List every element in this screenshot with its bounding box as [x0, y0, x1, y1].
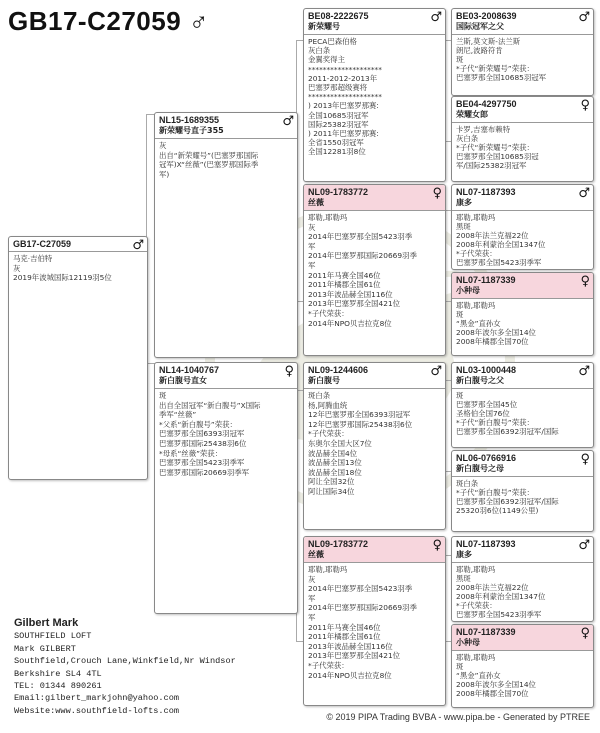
detail-line: 巴塞罗那全国6392羽冠军/国际 — [456, 427, 559, 436]
detail-line: 2008年利蒙治全国1347位 — [456, 240, 546, 249]
pigeon-name: 新白腹号直女 — [159, 376, 207, 385]
detail-line: 灰 — [308, 574, 316, 584]
detail-line: 2014年巴塞罗那全国5423羽季 — [308, 232, 413, 242]
detail-line: 军) — [159, 169, 170, 179]
detail-line: 波品赫全国4位 — [308, 448, 358, 458]
detail-line: 军 — [308, 260, 316, 270]
card-details — [452, 477, 593, 517]
detail-line: 金翼奖得主 — [308, 55, 345, 65]
detail-line: 出自全国冠军“新白腹号”X国际 — [159, 400, 261, 410]
detail-line: 灰白条 — [456, 134, 479, 143]
detail-line: ******************** — [308, 64, 382, 74]
detail-line: 斑 — [456, 391, 464, 400]
detail-line: 2011年橘郡全国61位 — [308, 280, 381, 290]
detail-line: 朗尼,波路符肯 — [456, 46, 503, 55]
detail-line: *子代荣获： — [308, 660, 349, 670]
pigeon-name: 荣耀女郎 — [456, 110, 488, 119]
female-icon: ♀ — [432, 186, 442, 201]
card-header — [452, 363, 593, 389]
detail-line: 全省1550羽冠军 — [308, 138, 364, 148]
detail-line: 2008年利蒙治全国1347位 — [456, 592, 546, 601]
detail-line: 灰白条 — [308, 46, 331, 56]
owner-line: Southfield,Crouch Lane,Winkfield,Nr Windsor — [14, 656, 236, 667]
detail-line: *子代荣获： — [456, 601, 497, 610]
pigeon-name: 国际冠军之父 — [456, 22, 504, 31]
owner-name: Gilbert Mark — [14, 617, 79, 629]
detail-line: ******************** — [308, 92, 382, 102]
card-header — [452, 185, 593, 211]
card-header — [452, 273, 593, 299]
detail-line: 圣格伯全国76位 — [456, 409, 510, 418]
card-header — [304, 185, 445, 211]
detail-line: 2013年巴塞罗那全国421位 — [308, 651, 401, 661]
detail-line: 2011年橘郡全国61位 — [308, 632, 381, 642]
pigeon-card-dds[interactable] — [451, 536, 594, 622]
ring-number: NL15-1689355 — [159, 115, 220, 125]
detail-line: 灰 — [308, 222, 316, 232]
detail-line: 2014年巴塞罗那国际20669羽季 — [308, 251, 417, 261]
card-details — [9, 252, 147, 285]
detail-line: 季军“丝薇” — [159, 410, 197, 420]
pigeon-name: 小种母 — [456, 638, 480, 647]
card-header — [304, 9, 445, 35]
detail-line: 阿让国际34位 — [308, 486, 355, 496]
male-icon: ♂ — [132, 238, 144, 253]
pigeon-name: 新荣耀号直子355 — [159, 126, 224, 135]
detail-line: 2014年巴塞罗那全国5423羽季 — [308, 584, 413, 594]
pigeon-name: 丝薇 — [308, 550, 324, 559]
detail-line: 全国12281羽8位 — [308, 147, 366, 157]
detail-line: *父系“新白腹号”荣获： — [159, 419, 237, 429]
pigeon-card-subject[interactable] — [8, 236, 148, 480]
card-details — [155, 389, 297, 479]
owner-line: Mark GILBERT — [14, 643, 76, 654]
detail-line: 巴塞罗那全国45位 — [456, 400, 518, 409]
detail-line: 2008年波尔多全国14位 — [456, 328, 536, 337]
card-header — [304, 363, 445, 389]
detail-line: 斑 — [159, 391, 167, 400]
detail-line: *子代荣获： — [308, 308, 349, 318]
card-header — [9, 237, 147, 252]
detail-line: 耶勒,耶勒玛 — [308, 213, 348, 222]
detail-line: 波品赫全国13位 — [308, 458, 362, 468]
female-icon: ♀ — [580, 452, 590, 467]
female-icon: ♀ — [580, 98, 590, 113]
detail-line: 耶勒,耶勒玛 — [456, 213, 496, 222]
ring-number: NL06-0766916 — [456, 453, 517, 463]
male-icon: ♂ — [578, 364, 590, 379]
detail-line: ) 2011年巴塞罗那赛: — [308, 129, 379, 139]
detail-line: 阿让全国32位 — [308, 477, 355, 487]
detail-line: 耶勒,耶勒玛 — [456, 653, 496, 662]
card-header — [452, 537, 593, 563]
pigeon-card-sire[interactable] — [154, 112, 298, 358]
card-details — [452, 35, 593, 84]
ring-number: NL14-1040767 — [159, 365, 220, 375]
owner-info — [14, 617, 236, 717]
card-details — [304, 211, 445, 330]
pigeon-card-sss[interactable] — [451, 8, 594, 96]
male-icon: ♂ — [578, 186, 590, 201]
ring-number: NL07-1187339 — [456, 627, 516, 637]
pigeon-card-sire-dam[interactable] — [303, 184, 446, 356]
detail-line: *子代“新荣耀号”荣获： — [456, 143, 534, 152]
detail-line: “黑金”直孙女 — [456, 671, 501, 680]
detail-line: 黑斑 — [456, 222, 471, 231]
ring-number: NL09-1783772 — [308, 187, 369, 197]
card-details — [452, 563, 593, 621]
detail-line: 灰 — [13, 263, 21, 273]
pigeon-name: 新白腹号 — [308, 376, 340, 385]
owner-line: Berkshire SL4 4TL — [14, 668, 102, 679]
male-icon: ♂ — [578, 538, 590, 553]
card-details — [452, 211, 593, 269]
pigeon-card-dss[interactable] — [451, 362, 594, 448]
detail-line: 冠军)X“丝薇”(巴塞罗那国际季 — [159, 160, 259, 170]
detail-line: 卡罗,吉塞布赖特 — [456, 125, 511, 134]
pedigree-title: GB17-C27059 ♂ — [8, 6, 209, 36]
ring-number: NL03-1000448 — [456, 365, 517, 375]
card-details — [452, 651, 593, 700]
detail-line: 2014年巴塞罗那国际20669羽季 — [308, 603, 417, 613]
detail-line: 国际25382羽冠军 — [308, 119, 369, 129]
ring-number: NL07-1187339 — [456, 275, 516, 285]
detail-line: 斑 — [456, 662, 464, 671]
ring-number: NL09-1783772 — [308, 539, 369, 549]
pigeon-name: 新白腹号之母 — [456, 464, 504, 473]
male-icon: ♂ — [282, 114, 294, 129]
card-details — [452, 299, 593, 348]
female-icon: ♀ — [432, 538, 442, 553]
card-header — [452, 9, 593, 35]
detail-line: 斑 — [456, 310, 464, 319]
card-details — [304, 389, 445, 499]
detail-line: *子代“新白腹号”荣获： — [456, 488, 534, 497]
card-header — [452, 97, 593, 123]
detail-line: 巴塞罗那国际20669羽季军 — [159, 467, 250, 477]
pigeon-name: 小种母 — [456, 286, 480, 295]
detail-line: *母系“丝薇”荣获： — [159, 448, 223, 458]
pigeon-card-ddd[interactable] — [451, 624, 594, 708]
ring-number: GB17-C27059 — [13, 239, 72, 249]
detail-line: 巴塞罗那全国6392羽冠军/国际 — [456, 497, 559, 506]
detail-line: 2008年波尔多全国14位 — [456, 680, 536, 689]
detail-line: 2019年波城国际12119羽5位 — [13, 273, 112, 283]
detail-line: *子代“新荣耀号”荣获： — [456, 64, 534, 73]
detail-line: 巴塞罗那全国10685羽冠 — [456, 152, 539, 161]
detail-line: 2013年波品赫全国116位 — [308, 641, 393, 651]
detail-line: 2013年巴塞罗那全国421位 — [308, 299, 401, 309]
detail-line: 2013年波品赫全国116位 — [308, 289, 393, 299]
pigeon-card-dsd[interactable] — [451, 450, 594, 532]
owner-email[interactable]: Email:gilbert_markjohn@yahoo.com — [14, 693, 180, 704]
copyright-credit[interactable]: © 2019 PIPA Trading BVBA - www.pipa.be - Generated by PTREE — [326, 712, 590, 722]
pigeon-card-dam-sire[interactable] — [303, 362, 446, 530]
pigeon-name: 丝薇 — [308, 198, 324, 207]
detail-line: 灰 — [159, 141, 167, 150]
detail-line: 2011年马赛全国46位 — [308, 622, 381, 632]
pigeon-name: 康多 — [456, 198, 472, 207]
detail-line: 巴塞罗那全国5423羽季军 — [456, 610, 542, 619]
ring-number: BE08-2222675 — [308, 11, 369, 21]
detail-line: 2011年马赛全国46位 — [308, 270, 381, 280]
owner-website[interactable]: Website:www.southfield-lofts.com — [14, 705, 180, 716]
card-header — [452, 625, 593, 651]
detail-line: ) 2013年巴塞罗那赛: — [308, 101, 379, 111]
detail-line: 东奥尔全国大区7位 — [308, 438, 372, 448]
detail-line: 马克·吉伯特 — [13, 254, 53, 263]
ring-number: NL07-1187393 — [456, 187, 516, 197]
card-details — [452, 123, 593, 172]
detail-line: 黑斑 — [456, 574, 471, 583]
detail-line: *子代“新白腹号”荣获： — [456, 418, 534, 427]
detail-line: *子代荣获： — [456, 249, 497, 258]
detail-line: 巴塞罗那全国6393羽冠军 — [159, 429, 245, 439]
pigeon-card-sire-sire[interactable] — [303, 8, 446, 182]
detail-line: PECA巴森伯格 — [308, 37, 357, 46]
pigeon-card-dam[interactable] — [154, 362, 298, 614]
card-details — [155, 139, 297, 181]
detail-line: 巴塞罗那全国10685羽冠军 — [456, 73, 547, 82]
ring-number: BE03-2008639 — [456, 11, 517, 21]
detail-line: 巴塞罗那国际25438羽6位 — [159, 438, 247, 448]
ring-number: NL07-1187393 — [456, 539, 516, 549]
detail-line: 军 — [308, 241, 316, 251]
detail-line: 兰斯,莫文斯-法兰斯 — [456, 37, 521, 46]
detail-line: 杨,阿腾血统 — [308, 400, 348, 410]
owner-phone: TEL: 01344 890261 — [14, 681, 102, 692]
card-header — [452, 451, 593, 477]
detail-line: 军 — [308, 612, 316, 622]
detail-line: 2014年NPO贝吉拉克8位 — [308, 318, 392, 328]
card-header — [155, 113, 297, 139]
detail-line: 25320羽6位(1149公里) — [456, 506, 539, 515]
detail-line: 2008年橘郡全国70位 — [456, 337, 529, 346]
detail-line: 2008年橘郡全国70位 — [456, 689, 529, 698]
male-icon: ♂ — [430, 364, 442, 379]
pigeon-card-dam-dam[interactable] — [303, 536, 446, 706]
detail-line: 巴塞罗那全国5423羽季军 — [159, 458, 245, 468]
card-header — [155, 363, 297, 389]
detail-line: 波品赫全国18位 — [308, 467, 362, 477]
card-header — [304, 537, 445, 563]
female-icon: ♀ — [580, 274, 590, 289]
female-icon: ♀ — [284, 364, 294, 379]
detail-line: “黑金”直孙女 — [456, 319, 501, 328]
detail-line: 斑白条 — [308, 391, 331, 400]
card-details — [304, 563, 445, 682]
detail-line: 2008年法兰克福22位 — [456, 231, 529, 240]
detail-line: 出自“新荣耀号”(巴塞罗那国际 — [159, 150, 259, 160]
male-icon: ♂ — [578, 10, 590, 25]
detail-line: 军/国际25382羽冠军 — [456, 161, 527, 170]
detail-line: 2011-2012-2013年 — [308, 73, 378, 83]
detail-line: 2008年法兰克福22位 — [456, 583, 529, 592]
detail-line: 巴塞罗那全国5423羽季军 — [456, 258, 542, 267]
detail-line: *子代荣获： — [308, 429, 349, 439]
pigeon-card-sdd[interactable] — [451, 272, 594, 356]
ring-number: BE04-4297750 — [456, 99, 517, 109]
detail-line: 耶勒,耶勒玛 — [308, 565, 348, 574]
detail-line: 军 — [308, 593, 316, 603]
detail-line: 斑 — [456, 55, 464, 64]
detail-line: 12年巴塞罗那全国6393羽冠军 — [308, 410, 411, 420]
detail-line: 2014年NPO贝吉拉克8位 — [308, 670, 392, 680]
pigeon-name: 新荣耀号 — [308, 22, 340, 31]
detail-line: 斑白条 — [456, 479, 479, 488]
detail-line: 耶勒,耶勒玛 — [456, 301, 496, 310]
male-icon: ♂ — [430, 10, 442, 25]
detail-line: 耶勒,耶勒玛 — [456, 565, 496, 574]
pigeon-card-ssd[interactable] — [451, 96, 594, 182]
ring-number: NL09-1244606 — [308, 365, 369, 375]
owner-line: SOUTHFIELD LOFT — [14, 631, 92, 642]
card-details — [304, 35, 445, 159]
pigeon-name: 新白腹号之父 — [456, 376, 504, 385]
detail-line: 巴塞罗那超级赛将 — [308, 83, 368, 93]
pigeon-card-sds[interactable] — [451, 184, 594, 270]
pigeon-name: 康多 — [456, 550, 472, 559]
card-details — [452, 389, 593, 438]
female-icon: ♀ — [580, 626, 590, 641]
detail-line: 全国10685羽冠军 — [308, 110, 369, 120]
detail-line: 12年巴塞罗那国际25438羽6位 — [308, 419, 413, 429]
